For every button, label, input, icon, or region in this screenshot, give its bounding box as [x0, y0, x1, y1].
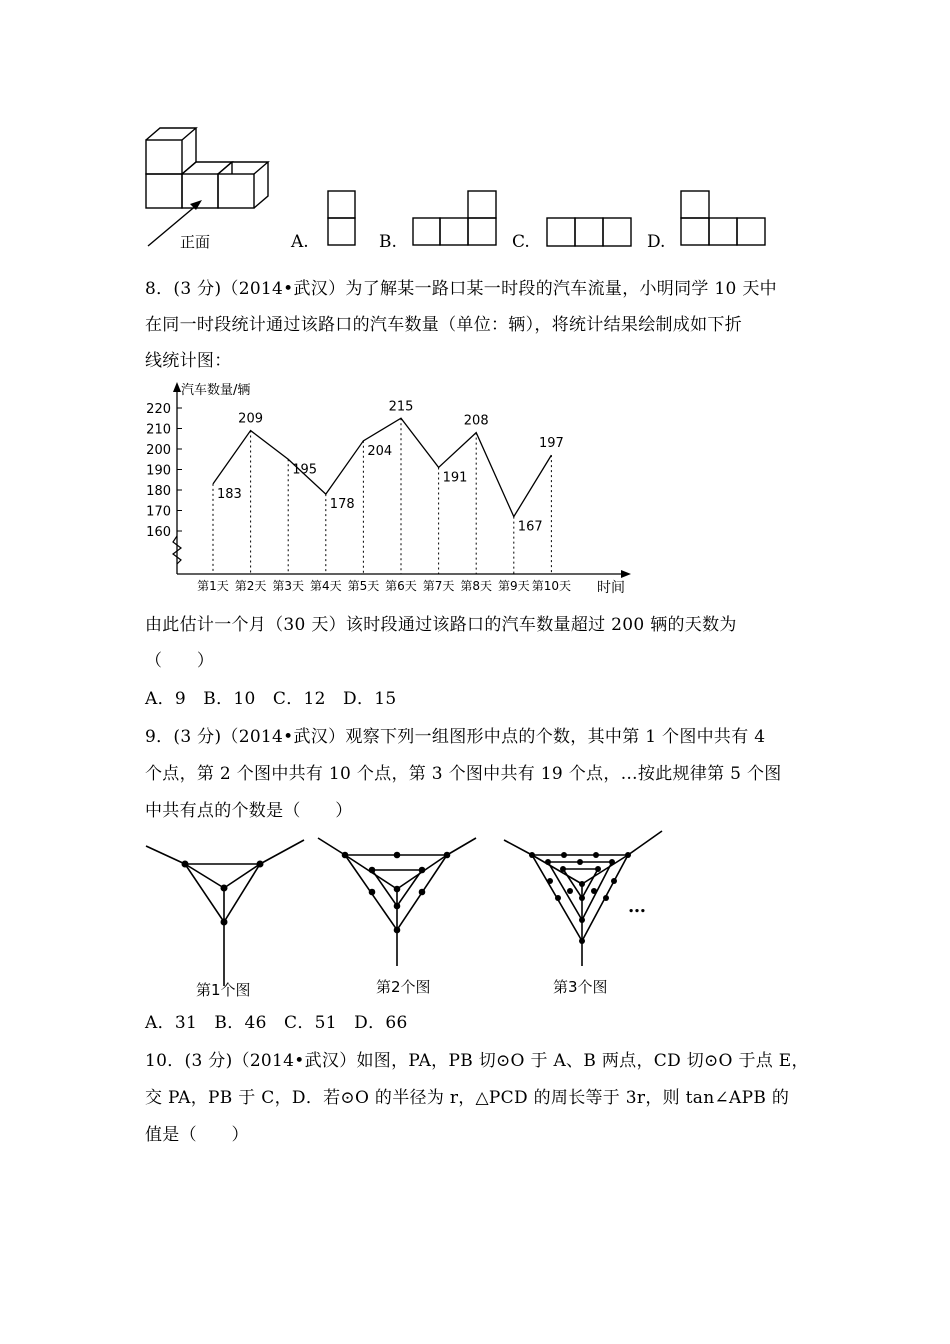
x-tick-label: 第2天 [234, 579, 267, 593]
y-tick-label: 170 [146, 504, 171, 520]
q7-option-d-label: D. [647, 232, 666, 252]
q7-option-b-view [412, 189, 502, 249]
data-label: 178 [329, 497, 355, 513]
x-tick-label: 第3天 [272, 579, 305, 593]
q7-option-a-view [327, 189, 357, 249]
q10-line-2: 交 PA，PB 于 C，D．若⊙O 的半径为 r，△PCD 的周长等于 3r，则 tan∠APB 的 [145, 1088, 790, 1108]
q9-line-1: 9．(3 分)（2014•武汉）观察下列一组图形中点的个数，其中第 1 个图中共有 4 [145, 727, 766, 747]
x-axis-arrow [621, 570, 631, 578]
q10-line-1: 10．(3 分)（2014•武汉）如图，PA，PB 切⊙O 于 A、B 两点，CD 切⊙O 于点 E， [145, 1051, 809, 1071]
x-tick-label: 第9天 [497, 579, 530, 593]
q7-option-b-label: B. [379, 232, 397, 252]
y-tick-label: 180 [146, 484, 171, 499]
figure-3-label: 第3个图 [553, 978, 608, 996]
dot-pattern-figures [140, 826, 670, 1001]
series-line [213, 418, 551, 516]
traffic-line-chart [135, 378, 645, 600]
q7-option-a-label: A. [291, 232, 309, 252]
q8-line-1: 8．(3 分)（2014•武汉）为了解某一路口某一时段的汽车流量，小明同学 10 天中 [145, 279, 777, 299]
x-tick-label: 第4天 [309, 579, 342, 593]
q10-line-3: 值是（ ） [145, 1125, 249, 1145]
figure-2-label: 第2个图 [376, 978, 431, 996]
q7-option-c-view [546, 216, 634, 250]
q7-option-d-view [680, 189, 770, 249]
y-tick-label: 200 [146, 443, 171, 458]
data-label: 215 [388, 399, 414, 415]
q8-choices: A．9 B．10 C．12 D．15 [145, 689, 397, 709]
figure-1-label: 第1个图 [196, 981, 251, 999]
data-label: 195 [292, 462, 318, 478]
x-tick-label: 第6天 [385, 579, 417, 593]
figure-ellipsis: … [628, 896, 646, 917]
q7-option-c-label: C. [512, 232, 530, 252]
data-label: 209 [238, 411, 264, 427]
x-tick-label: 第1天 [197, 579, 229, 593]
x-axis-label: 时间 [597, 580, 625, 596]
x-tick-label: 第8天 [460, 579, 493, 593]
q8-after-line-2: （ ） [145, 651, 215, 671]
data-label: 167 [517, 519, 543, 535]
data-label: 208 [463, 413, 489, 429]
q8-line-2: 在同一时段统计通过该路口的汽车数量（单位：辆），将统计结果绘制成如下折 [145, 315, 742, 335]
data-label: 204 [367, 443, 393, 459]
y-tick-label: 160 [146, 525, 171, 540]
y-tick-label: 220 [146, 402, 171, 417]
q9-choices: A．31 B．46 C．51 D．66 [145, 1013, 408, 1033]
y-tick-label: 190 [146, 463, 171, 479]
q8-line-3: 线统计图： [145, 351, 232, 371]
data-label: 197 [538, 436, 564, 452]
x-tick-label: 第10天 [531, 579, 572, 593]
y-axis-arrow [173, 382, 181, 392]
q9-line-3: 中共有点的个数是（ ） [145, 801, 353, 821]
data-label: 191 [442, 470, 468, 486]
q7-front-label: 正面 [180, 233, 211, 251]
data-label: 183 [217, 486, 242, 502]
q9-line-2: 个点，第 2 个图中共有 10 个点，第 3 个图中共有 19 个点，…按此规律第 5 个图 [145, 764, 782, 784]
x-tick-label: 第7天 [422, 579, 455, 593]
y-tick-label: 210 [146, 422, 171, 438]
x-tick-label: 第5天 [347, 579, 380, 593]
q8-after-line-1: 由此估计一个月（30 天）该时段通过该路口的汽车数量超过 200 辆的天数为 [145, 615, 737, 635]
y-axis-label: 汽车数量/辆 [181, 383, 251, 398]
